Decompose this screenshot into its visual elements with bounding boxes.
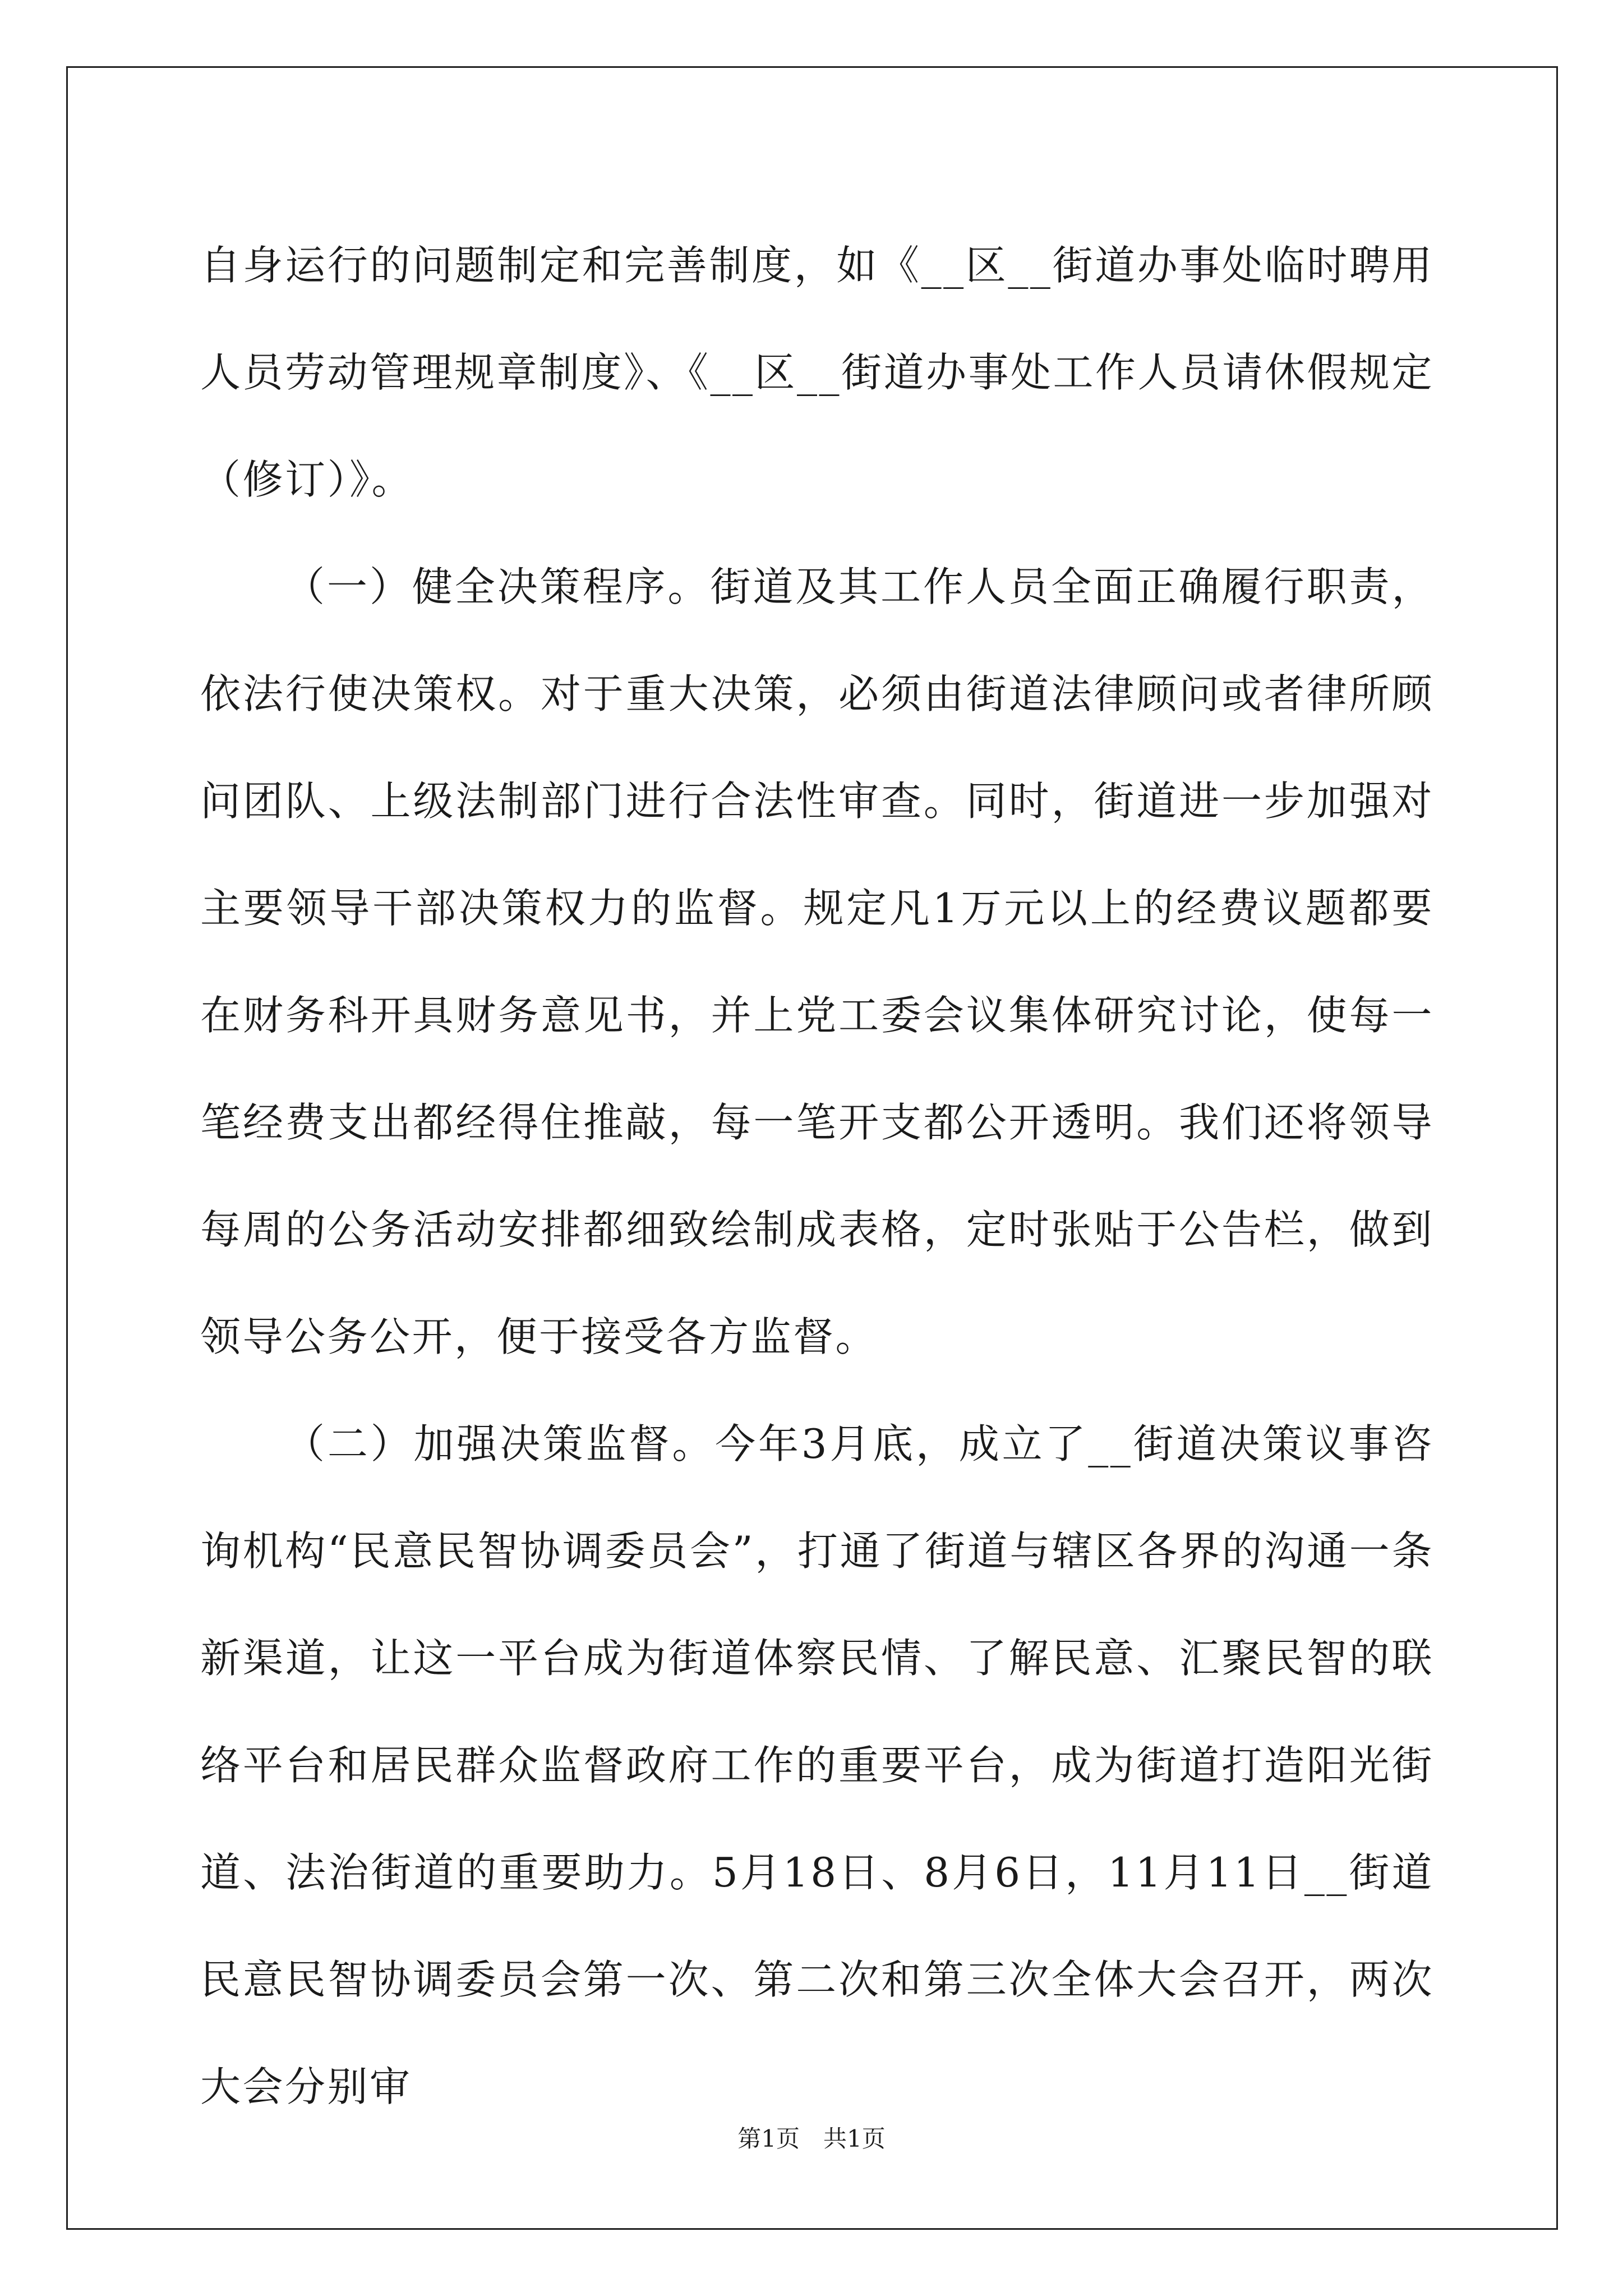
page-footer: 第1页 共1页: [737, 2125, 886, 2152]
paragraph-continuation: 自身运行的问题制定和完善制度，如《__区__街道办事处临时聘用人员劳动管理规章制度》、《__区__街道办事处工作人员请休假规定（修订）》。: [200, 242, 1435, 503]
paragraph-decision-procedure: （一）健全决策程序。街道及其工作人员全面正确履行职责，依法行使决策权。对于重大决策，必须由街道法律顾问或者律所顾问团队、上级法制部门进行合法性审查。同时，街道进一步加强对主要领导干部决策权力的监督。规定凡1万元以上的经费议题都要在财务科开具财务意见书，并上党工委会议集体研究讨论，使每一笔经费支出都经得住推敲，每一笔开支都公开透明。我们还将领导每周的公务活动安排都细致绘制成表格，定时张贴于公告栏，做到领导公务公开，便于接受各方监督。: [200, 563, 1434, 1360]
document-body: [200, 212, 1434, 2141]
paragraph-decision-supervision: （二）加强决策监督。今年3月底，成立了__街道决策议事咨询机构“民意民智协调委员会”，打通了街道与辖区各界的沟通一条新渠道，让这一平台成为街道体察民情、了解民意、汇聚民智的联络平台和居民群众监督政府工作的重要平台，成为街道打造阳光街道、法治街道的重要助力。5月18日、8月6日，11月11日__街道民意民智协调委员会第一次、第二次和第三次全体大会召开，两次大会分别审: [200, 1420, 1434, 2110]
